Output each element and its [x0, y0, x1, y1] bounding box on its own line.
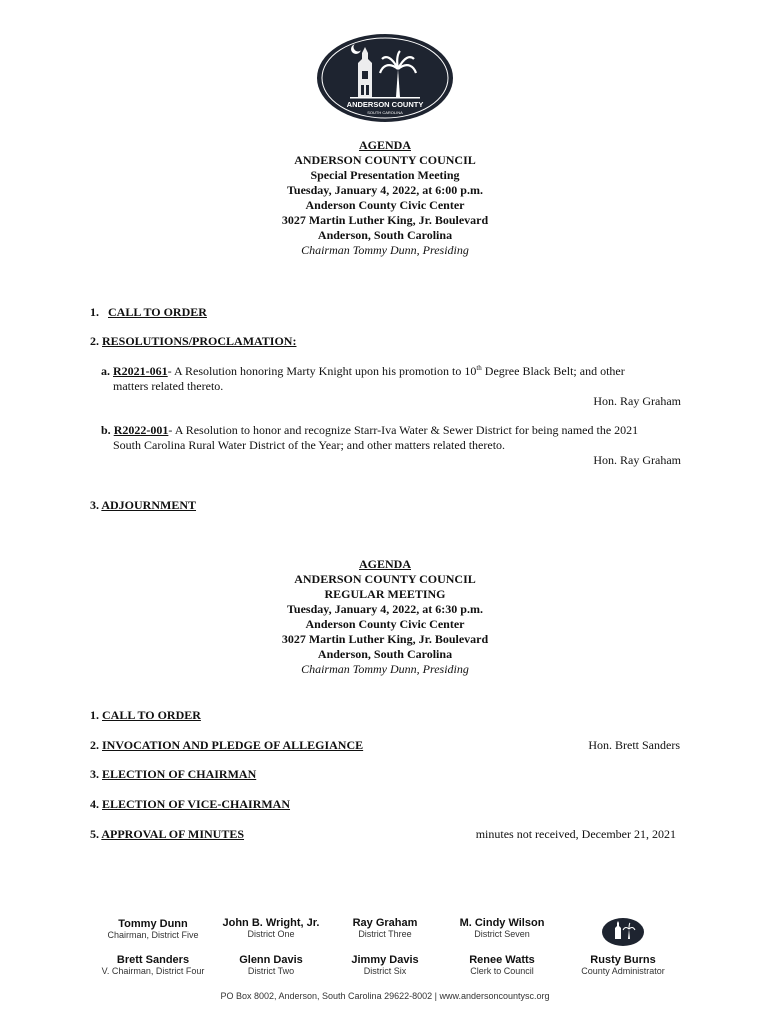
footer-member-1: Tommy Dunn Chairman, District Five	[107, 918, 199, 940]
agenda2-item-2-note: Hon. Brett Sanders	[588, 738, 680, 752]
county-seal-icon	[316, 33, 454, 123]
agenda1-city: Anderson, South Carolina	[317, 228, 453, 242]
resolution-a: a. R2021-061- A Resolution honoring Marty Knight upon his promotion to 10th Degree Black Belt; and other matters related thereto. Hon. Ray Graham	[101, 364, 681, 408]
svg-text:SOUTH CAROLINA: SOUTH CAROLINA	[367, 110, 403, 115]
agenda1-item-1: 1. CALL TO ORDER	[90, 305, 207, 319]
agenda1-presiding: Chairman Tommy Dunn, Presiding	[301, 243, 469, 257]
agenda1-org: ANDERSON COUNTY COUNCIL	[294, 153, 476, 167]
agenda1-venue: Anderson County Civic Center	[305, 198, 465, 212]
agenda2-item-3-label: ELECTION OF CHAIRMAN	[102, 767, 257, 781]
county-logo	[316, 33, 454, 123]
agenda1-item-1-label: CALL TO ORDER	[108, 305, 207, 319]
agenda2-meeting: REGULAR MEETING	[324, 587, 446, 601]
agenda2-item-5-note: minutes not received, December 21, 2021	[475, 827, 676, 841]
agenda2-item-5-label: APPROVAL OF MINUTES	[101, 827, 245, 841]
footer-member-3: Ray Graham District Three	[352, 917, 418, 939]
agenda1-address: 3027 Martin Luther King, Jr. Boulevard	[281, 213, 489, 227]
footer-seal-icon	[601, 917, 645, 947]
agenda2-item-4: 4. ELECTION OF VICE-CHAIRMAN	[90, 797, 291, 811]
agenda2-org: ANDERSON COUNTY COUNCIL	[294, 572, 476, 586]
agenda2-item-1: 1. CALL TO ORDER	[90, 708, 201, 722]
agenda2-item-3: 3. ELECTION OF CHAIRMAN	[90, 767, 257, 781]
agenda1-item-3: 3. ADJOURNMENT	[90, 498, 197, 512]
agenda2-date: Tuesday, January 4, 2022, at 6:30 p.m.	[287, 602, 483, 616]
svg-text:ANDERSON COUNTY: ANDERSON COUNTY	[346, 100, 424, 109]
agenda1-item-2-label: RESOLUTIONS/PROCLAMATION:	[102, 334, 297, 348]
agenda2-venue: Anderson County Civic Center	[305, 617, 465, 631]
agenda2-city: Anderson, South Carolina	[317, 647, 453, 661]
footer-seal	[601, 917, 645, 952]
resolution-a-presenter: Hon. Ray Graham	[593, 394, 681, 408]
agenda2-item-2-label: INVOCATION AND PLEDGE OF ALLEGIANCE	[102, 738, 364, 752]
agenda2-item-5: 5. APPROVAL OF MINUTES	[90, 827, 245, 841]
footer-member-5: Brett Sanders V. Chairman, District Four	[101, 954, 205, 976]
agenda2-presiding: Chairman Tommy Dunn, Presiding	[301, 662, 469, 676]
agenda1-date: Tuesday, January 4, 2022, at 6:00 p.m.	[287, 183, 483, 197]
footer-address: PO Box 8002, Anderson, South Carolina 29622-8002 | www.andersoncountysc.org	[220, 991, 550, 1001]
footer-member-2: John B. Wright, Jr. District One	[222, 917, 320, 939]
resolution-b-presenter: Hon. Ray Graham	[593, 453, 681, 467]
footer-member-9: Rusty Burns County Administrator	[581, 954, 665, 976]
footer-member-4: M. Cindy Wilson District Seven	[459, 917, 545, 939]
agenda1-item-3-label: ADJOURNMENT	[101, 498, 197, 512]
agenda2-item-1-label: CALL TO ORDER	[102, 708, 201, 722]
agenda2-title: AGENDA	[358, 557, 411, 571]
agenda2-header	[0, 557, 770, 677]
agenda1-meeting: Special Presentation Meeting	[310, 168, 460, 182]
resolution-a-code: R2021-061	[113, 364, 168, 378]
agenda2-item-2: 2. INVOCATION AND PLEDGE OF ALLEGIANCE	[90, 738, 364, 752]
resolution-b-code: R2022-001	[113, 423, 169, 437]
footer-member-8: Renee Watts Clerk to Council	[469, 954, 535, 976]
agenda1-item-2: 2. RESOLUTIONS/PROCLAMATION:	[90, 334, 297, 348]
footer-member-7: Jimmy Davis District Six	[351, 954, 419, 976]
agenda1-header	[0, 138, 770, 258]
resolution-b: b. R2022-001- A Resolution to honor and recognize Starr-Iva Water & Sewer District for being named the 2021 South Carolina Rural Water District of the Year; and other matters related thereto. Hon. Ray Graham	[101, 423, 681, 467]
footer-member-6: Glenn Davis District Two	[239, 954, 303, 976]
agenda1-title: AGENDA	[358, 138, 411, 152]
agenda2-address: 3027 Martin Luther King, Jr. Boulevard	[281, 632, 489, 646]
agenda2-item-4-label: ELECTION OF VICE-CHAIRMAN	[102, 797, 291, 811]
